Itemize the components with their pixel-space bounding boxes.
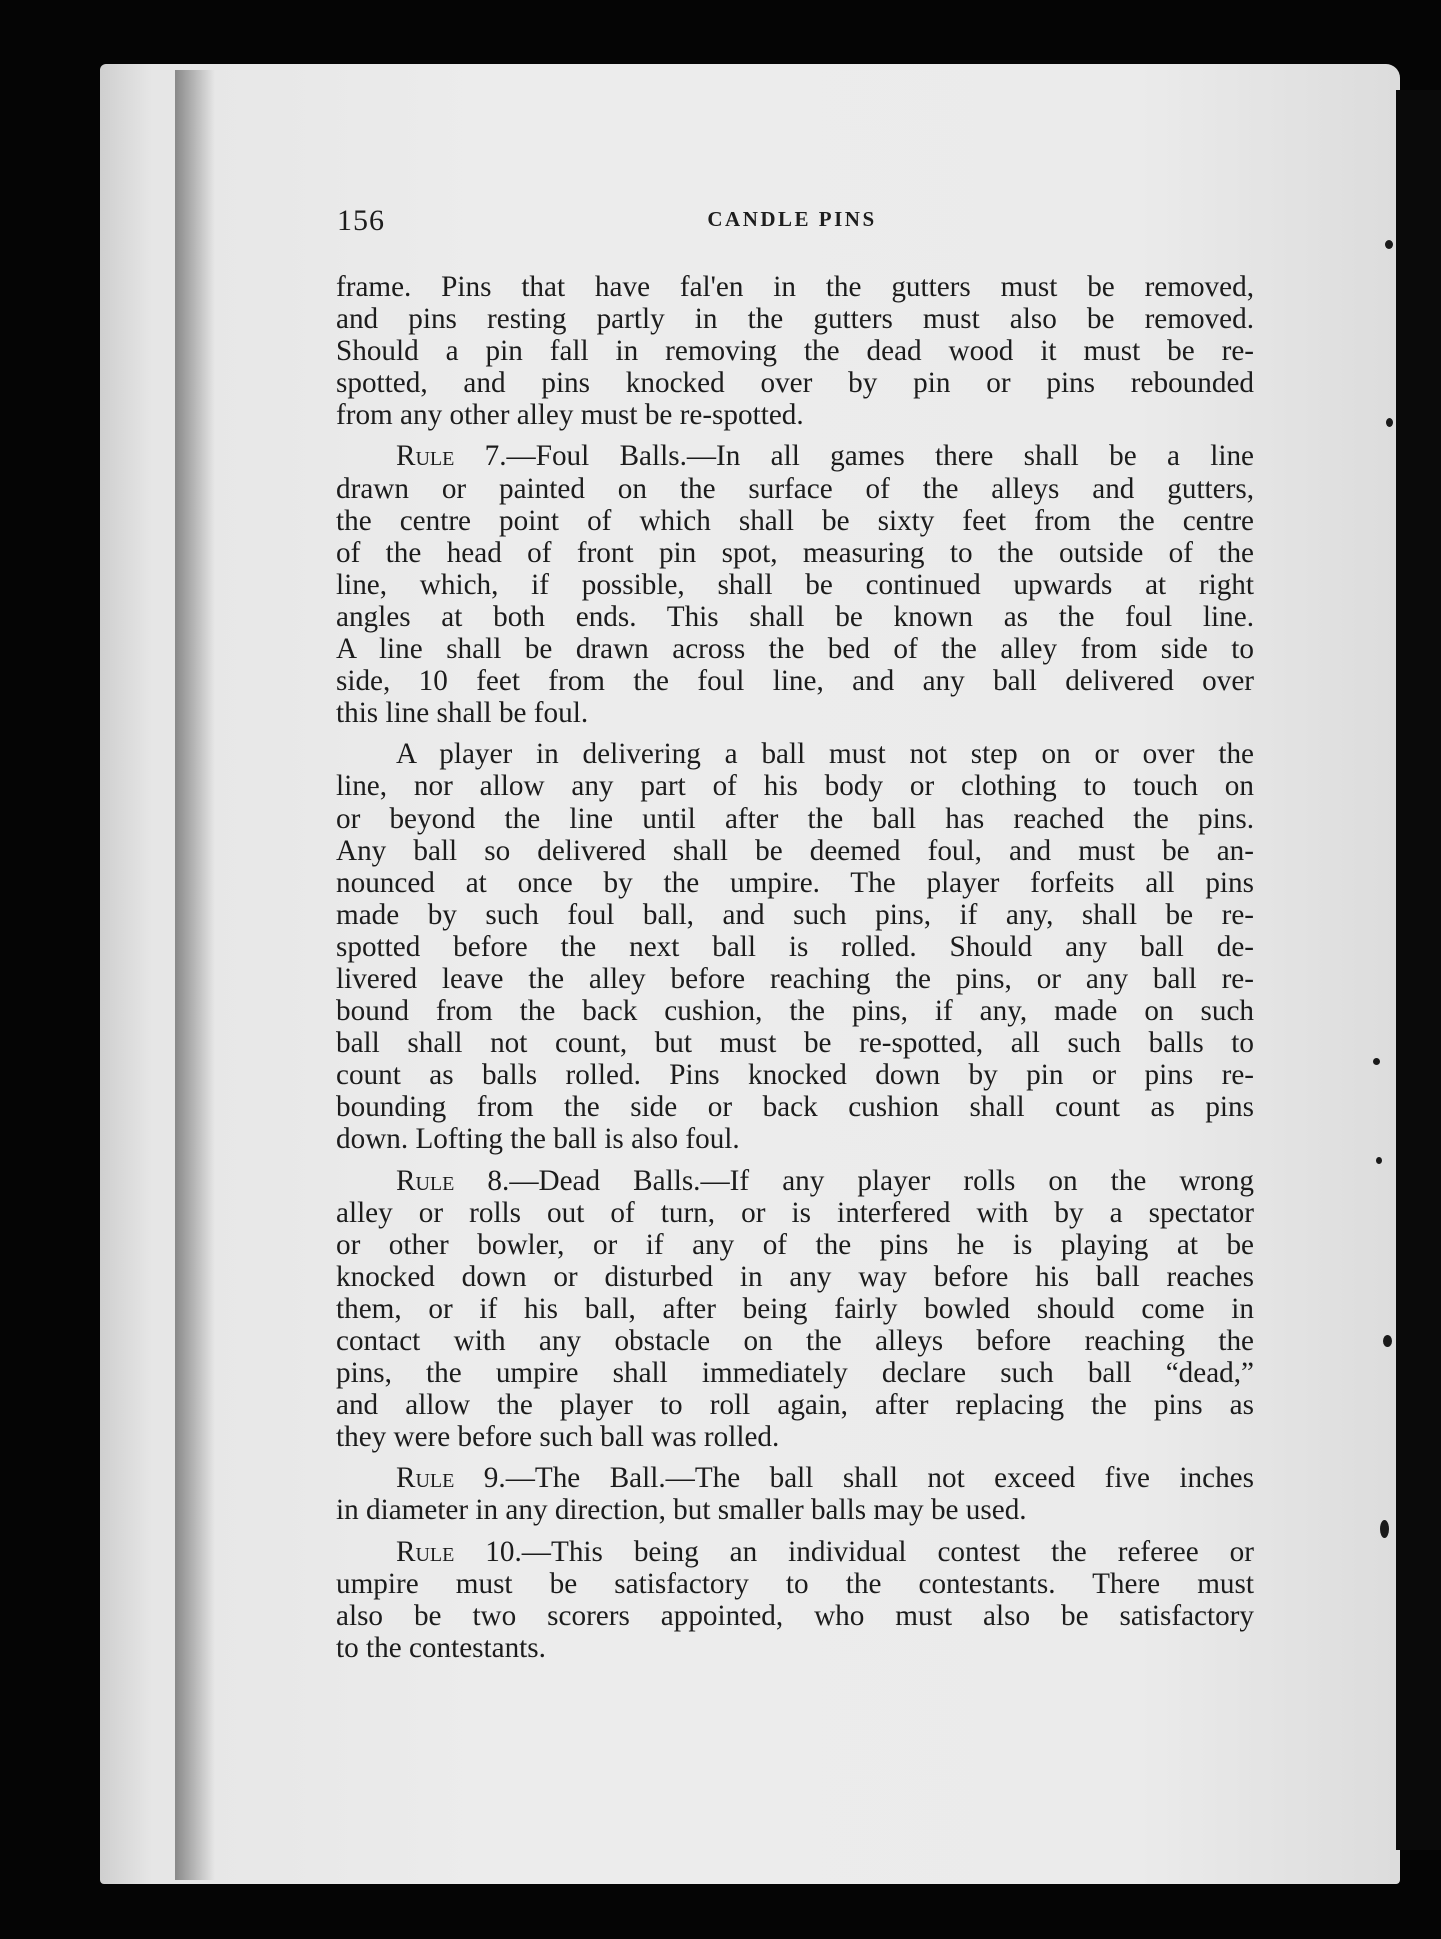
text-line: pins, the umpire shall immediately declare such ball “dead,”: [336, 1357, 1254, 1390]
text-line: the centre point of which shall be sixty feet from the centre: [336, 504, 1254, 537]
text-line: them, or if his ball, after being fairly bowled should come in: [336, 1292, 1254, 1325]
line-text: .—The Ball.—The ball shall not exceed five inches: [498, 1462, 1254, 1495]
text-line: side, 10 feet from the foul line, and any ball delivered over: [336, 665, 1254, 698]
text-line: A player in delivering a ball must not step on or over the: [396, 738, 1254, 771]
page-body: [336, 271, 1254, 1664]
rule-paragraph: [336, 1462, 1254, 1526]
rule-paragraph: [336, 440, 1254, 729]
text-line: angles at both ends. This shall be known as the foul line.: [336, 600, 1254, 633]
text-line: A line shall be drawn across the bed of the alley from side to: [336, 633, 1254, 666]
paragraph-gap: [336, 729, 1254, 738]
text-line: and pins resting partly in the gutters must also be removed.: [336, 303, 1254, 336]
text-line: frame. Pins that have fal'en in the gutters must be removed,: [336, 271, 1254, 303]
text-line: knocked down or disturbed in any way before his ball reaches: [336, 1260, 1254, 1293]
text-line: they were before such ball was rolled.: [336, 1421, 780, 1454]
text-paragraph: [336, 271, 1254, 431]
scan-speck: [1376, 1157, 1382, 1164]
text-line: bound from the back cushion, the pins, if any, made on such: [336, 995, 1254, 1028]
text-line: and allow the player to roll again, after replacing the pins as: [336, 1389, 1254, 1422]
text-line: bounding from the side or back cushion shall count as pins: [336, 1091, 1254, 1124]
text-line: Should a pin fall in removing the dead wood it must be re-: [336, 335, 1254, 368]
text-line: in diameter in any direction, but smaller balls may be used.: [336, 1494, 1027, 1527]
scan-speck: [1380, 1520, 1389, 1538]
text-line: from any other alley must be re-spotted.: [336, 399, 804, 432]
text-paragraph: [336, 738, 1254, 1155]
rule-label: Rule 9: [396, 1462, 499, 1495]
scan-speck: [1383, 1335, 1392, 1347]
gutter-shadow: [175, 70, 215, 1880]
text-line: umpire must be satisfactory to the contestants. There must: [336, 1567, 1254, 1600]
text-line: [396, 1165, 1254, 1197]
rule-label: Rule 7: [396, 440, 500, 473]
page-header: [337, 204, 1247, 244]
page-edge-shadow: [1396, 90, 1441, 1850]
text-line: livered leave the alley before reaching the pins, or any ball re-: [336, 962, 1254, 995]
line-text: .—Foul Balls.—In all games there shall be a line: [499, 440, 1254, 473]
text-line: line, nor allow any part of his body or clothing to touch on: [336, 770, 1254, 803]
paragraph-gap: [336, 1527, 1254, 1536]
text-line: [396, 1462, 1254, 1494]
text-line: spotted, and pins knocked over by pin or pins rebounded: [336, 367, 1254, 400]
running-head: CANDLE PINS: [707, 207, 877, 231]
rule-paragraph: [336, 1165, 1254, 1454]
text-line: ball shall not count, but must be re-spotted, all such balls to: [336, 1027, 1254, 1060]
text-line: of the head of front pin spot, measuring to the outside of the: [336, 536, 1254, 569]
paragraph-gap: [336, 431, 1254, 440]
text-line: [396, 440, 1254, 472]
text-line: this line shall be foul.: [336, 697, 589, 730]
text-line: down. Lofting the ball is also foul.: [336, 1123, 740, 1156]
text-line: or beyond the line until after the ball has reached the pins.: [336, 802, 1254, 835]
text-line: drawn or painted on the surface of the alleys and gutters,: [336, 472, 1254, 505]
text-line: or other bowler, or if any of the pins he is playing at be: [336, 1228, 1254, 1261]
text-line: alley or rolls out of turn, or is interfered with by a spectator: [336, 1196, 1254, 1229]
paragraph-gap: [336, 1156, 1254, 1165]
scan-speck: [1385, 240, 1393, 249]
scan-speck: [1386, 418, 1393, 427]
line-text: .—This being an individual contest the referee or: [514, 1535, 1254, 1568]
text-line: also be two scorers appointed, who must also be satisfactory: [336, 1599, 1254, 1632]
text-line: contact with any obstacle on the alleys before reaching the: [336, 1325, 1254, 1357]
text-line: count as balls rolled. Pins knocked down by pin or pins re-: [336, 1059, 1254, 1092]
text-line: made by such foul ball, and such pins, if any, shall be re-: [336, 898, 1254, 931]
rule-label: Rule 10: [396, 1535, 515, 1568]
rule-paragraph: [336, 1536, 1254, 1664]
line-text: .—Dead Balls.—If any player rolls on the wrong: [502, 1164, 1254, 1197]
text-line: to the contestants.: [336, 1631, 546, 1664]
text-line: nounced at once by the umpire. The player forfeits all pins: [336, 866, 1254, 899]
scan-speck: [1373, 1058, 1380, 1065]
text-line: Any ball so delivered shall be deemed foul, and must be an-: [336, 834, 1254, 867]
text-line: spotted before the next ball is rolled. Should any ball de-: [336, 930, 1254, 963]
paragraph-gap: [336, 1453, 1254, 1462]
text-line: line, which, if possible, shall be continued upwards at right: [336, 568, 1254, 601]
rule-label: Rule 8: [396, 1164, 503, 1197]
page-number: 156: [337, 204, 385, 237]
text-line: [396, 1536, 1254, 1568]
